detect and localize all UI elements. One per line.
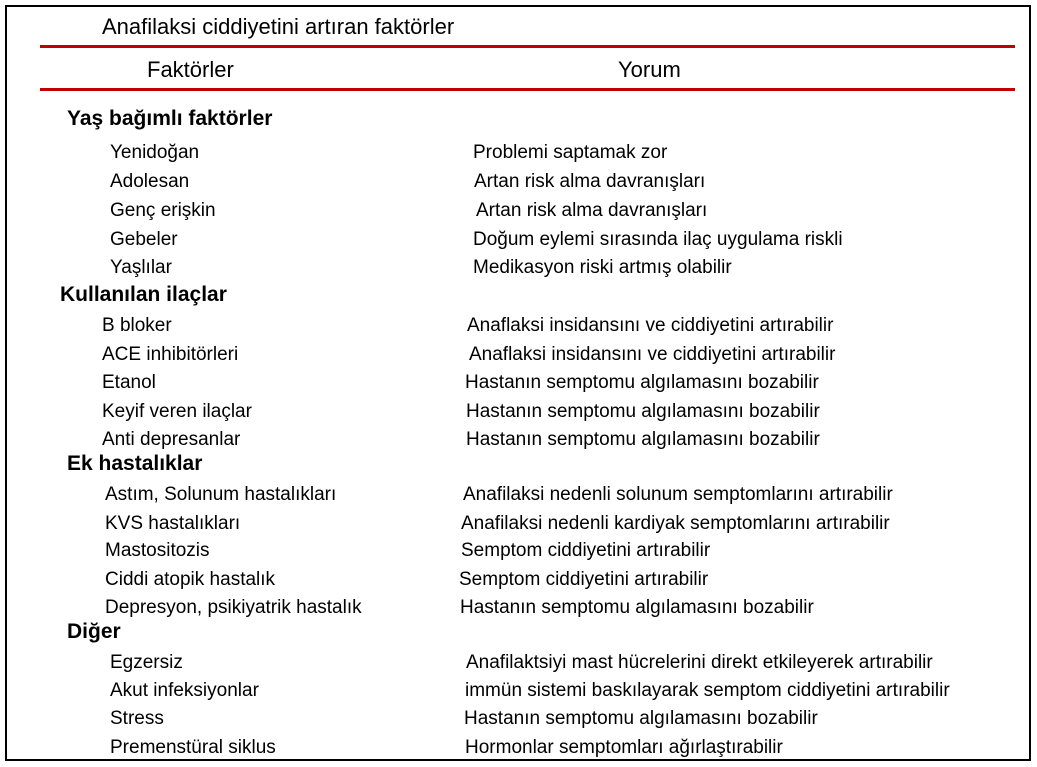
factor-cell: Ciddi atopik hastalık bbox=[105, 569, 276, 590]
factor-cell: Mastositozis bbox=[105, 540, 210, 561]
factor-cell: Gebeler bbox=[110, 229, 178, 250]
comment-cell: Anafilaksi nedenli solunum semptomlarını artırabilir bbox=[463, 484, 893, 505]
section-title-comorbidities: Ek hastalıklar bbox=[67, 452, 203, 475]
comment-cell: Anaflaksi insidansını ve ciddiyetini artırabilir bbox=[467, 315, 834, 336]
factor-cell: KVS hastalıkları bbox=[105, 513, 241, 534]
comment-cell: Hormonlar semptomları ağırlaştırabilir bbox=[465, 737, 783, 758]
section-title-age: Yaş bağımlı faktörler bbox=[67, 107, 273, 130]
comment-cell: Anafilaktsiyi mast hücrelerini direkt etkileyerek artırabilir bbox=[466, 652, 933, 673]
comment-cell: Semptom ciddiyetini artırabilir bbox=[459, 569, 709, 590]
factor-cell: Yenidoğan bbox=[110, 142, 200, 163]
comment-cell: Anafilaksi nedenli kardiyak semptomlarını artırabilir bbox=[461, 513, 890, 534]
factor-cell: Anti depresanlar bbox=[102, 429, 241, 450]
factor-cell: Adolesan bbox=[110, 171, 190, 192]
comment-cell: Hastanın semptomu algılamasını bozabilir bbox=[465, 372, 819, 393]
comment-cell: Semptom ciddiyetini artırabilir bbox=[461, 540, 711, 561]
comment-cell: Hastanın semptomu algılamasını bozabilir bbox=[464, 708, 818, 729]
header-divider bbox=[40, 88, 1015, 91]
factor-cell: Akut infeksiyonlar bbox=[110, 680, 259, 701]
factor-cell: Egzersiz bbox=[110, 652, 183, 673]
comment-column-header: Yorum bbox=[618, 57, 681, 82]
comment-cell: immün sistemi baskılayarak semptom ciddiyetini artırabilir bbox=[465, 680, 950, 701]
factor-cell: Yaşlılar bbox=[110, 257, 172, 278]
top-divider bbox=[40, 45, 1015, 48]
comment-cell: Problemi saptamak zor bbox=[473, 142, 668, 163]
comment-cell: Doğum eylemi sırasında ilaç uygulama riskli bbox=[473, 229, 843, 250]
factor-cell: Premenstüral siklus bbox=[110, 737, 276, 758]
factor-cell: Keyif veren ilaçlar bbox=[102, 401, 252, 422]
section-title-medications: Kullanılan ilaçlar bbox=[60, 283, 227, 306]
factor-cell: Depresyon, psikiyatrik hastalık bbox=[105, 597, 362, 618]
page-title: Anafilaksi ciddiyetini artıran faktörler bbox=[102, 14, 455, 39]
comment-cell: Anaflaksi insidansını ve ciddiyetini artırabilir bbox=[469, 344, 836, 365]
factor-cell: Genç erişkin bbox=[110, 200, 216, 221]
comment-cell: Artan risk alma davranışları bbox=[474, 171, 706, 192]
factor-cell: B bloker bbox=[102, 315, 172, 336]
factor-cell: Etanol bbox=[102, 372, 156, 393]
factor-cell: ACE inhibitörleri bbox=[102, 344, 239, 365]
factor-cell: Astım, Solunum hastalıkları bbox=[105, 484, 337, 505]
comment-cell: Hastanın semptomu algılamasını bozabilir bbox=[460, 597, 814, 618]
comment-cell: Medikasyon riski artmış olabilir bbox=[473, 257, 732, 278]
factor-cell: Stress bbox=[110, 708, 164, 729]
comment-cell: Hastanın semptomu algılamasını bozabilir bbox=[466, 429, 820, 450]
section-title-other: Diğer bbox=[67, 620, 121, 643]
comment-cell: Artan risk alma davranışları bbox=[476, 200, 708, 221]
comment-cell: Hastanın semptomu algılamasını bozabilir bbox=[466, 401, 820, 422]
factors-column-header: Faktörler bbox=[147, 57, 234, 82]
